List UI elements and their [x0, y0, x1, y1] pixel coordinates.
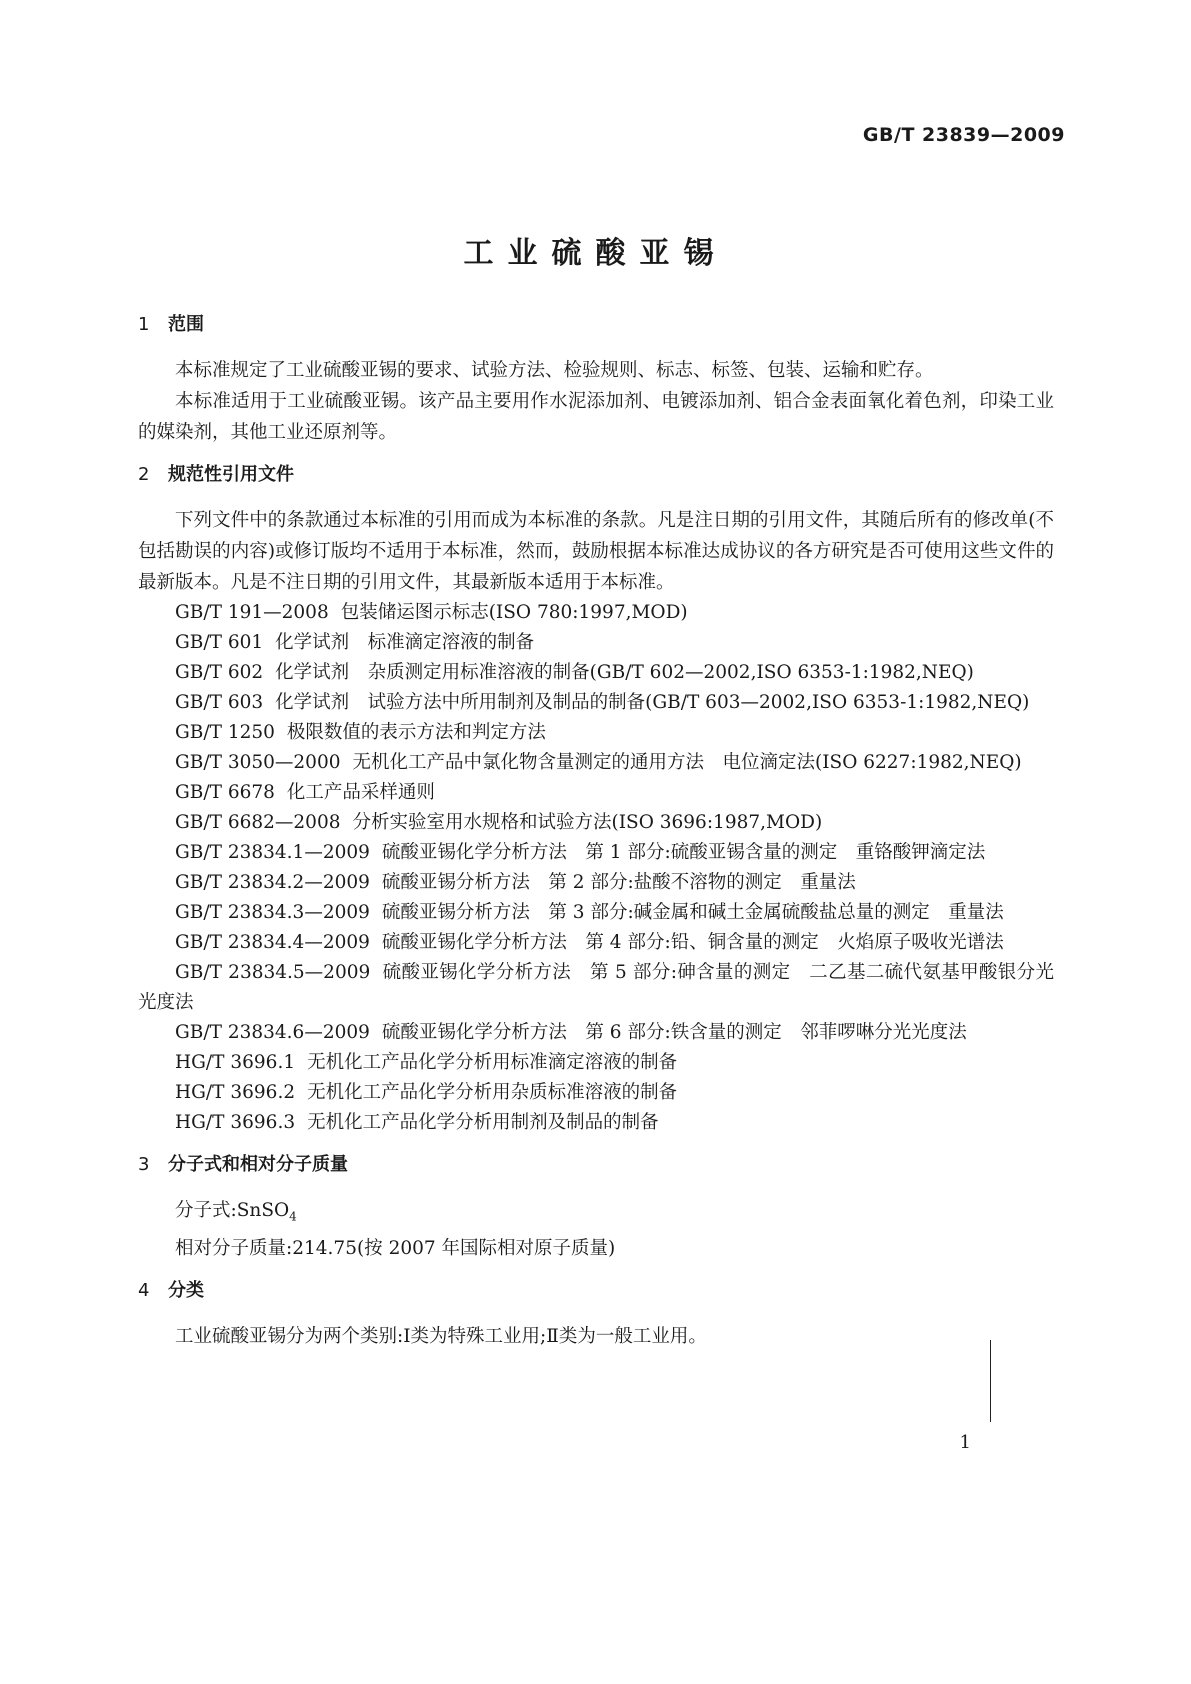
section-number: 1	[138, 314, 150, 335]
section-4-body	[138, 1321, 1054, 1352]
reference-item	[138, 628, 1054, 658]
reference-title: 无机化工产品中氯化物含量测定的通用方法 电位滴定法(ISO 6227:1982,NEQ)	[352, 752, 1022, 773]
reference-title: 硫酸亚锡分析方法 第 2 部分:盐酸不溶物的测定 重量法	[381, 872, 856, 893]
section-number: 3	[138, 1154, 150, 1175]
reference-code: GB/T 23834.6—2009	[175, 1022, 370, 1043]
reference-title: 分析实验室用水规格和试验方法(ISO 3696:1987,MOD)	[352, 812, 823, 833]
reference-code: GB/T 191—2008	[175, 602, 329, 623]
section-number: 4	[138, 1279, 150, 1301]
formula-label: 分子式:	[175, 1200, 237, 1221]
reference-title: 硫酸亚锡化学分析方法 第 1 部分:硫酸亚锡含量的测定 重铬酸钾滴定法	[381, 842, 986, 863]
section-title: 分子式和相对分子质量	[168, 1154, 348, 1175]
reference-list	[138, 598, 1054, 1138]
reference-code: GB/T 601	[175, 632, 264, 653]
reference-code: GB/T 23834.2—2009	[175, 872, 370, 893]
reference-title: 硫酸亚锡化学分析方法 第 6 部分:铁含量的测定 邻菲啰啉分光光度法	[381, 1022, 967, 1043]
reference-title: 无机化工产品化学分析用杂质标准溶液的制备	[307, 1082, 678, 1103]
paragraph: 本标准适用于工业硫酸亚锡。该产品主要用作水泥添加剂、电镀添加剂、铝合金表面氧化着色剂，印染工业的媒染剂，其他工业还原剂等。	[138, 391, 1054, 443]
reference-title: 包装储运图示标志(ISO 780:1997,MOD)	[340, 602, 688, 623]
reference-code: GB/T 603	[175, 692, 264, 713]
reference-title: 无机化工产品化学分析用标准滴定溶液的制备	[307, 1052, 678, 1073]
document-title: 工业硫酸亚锡	[463, 236, 728, 271]
section-3-body	[138, 1195, 1054, 1264]
section-2-heading	[138, 462, 1054, 488]
reference-item	[138, 1108, 1054, 1138]
reference-item	[138, 808, 1054, 838]
section-4-heading	[138, 1278, 1054, 1304]
reference-code: HG/T 3696.1	[175, 1052, 296, 1073]
reference-item	[138, 868, 1054, 898]
reference-item	[138, 598, 1054, 628]
page-number: 1	[959, 1432, 971, 1453]
reference-item	[138, 748, 1054, 778]
reference-title: 无机化工产品化学分析用制剂及制品的制备	[307, 1112, 659, 1133]
reference-item	[138, 838, 1054, 868]
reference-item	[138, 688, 1054, 718]
paragraph: 本标准规定了工业硫酸亚锡的要求、试验方法、检验规则、标志、标签、包装、运输和贮存。	[175, 360, 934, 381]
reference-item	[138, 898, 1054, 928]
standard-code: GB/T 23839—2009	[862, 124, 1065, 146]
section-1-heading	[138, 312, 1054, 338]
reference-code: HG/T 3696.3	[175, 1112, 296, 1133]
section-title: 规范性引用文件	[168, 464, 294, 485]
reference-title: 化学试剂 杂质测定用标准溶液的制备(GB/T 602—2002,ISO 6353-1:1982,NEQ)	[275, 662, 974, 683]
reference-code: GB/T 23834.5—2009	[175, 962, 371, 983]
margin-change-bar	[990, 1340, 991, 1422]
section-title: 分类	[168, 1279, 204, 1301]
reference-title: 硫酸亚锡化学分析方法 第 5 部分:砷含量的测定 二乙基二硫代氨基甲酸银分光光度法	[138, 962, 1054, 1013]
formula-main: SnSO	[236, 1200, 290, 1221]
molecular-mass: 相对分子质量:214.75(按 2007 年国际相对原子质量)	[175, 1237, 616, 1259]
reference-title: 硫酸亚锡分析方法 第 3 部分:碱金属和碱土金属硫酸盐总量的测定 重量法	[381, 902, 1004, 923]
section-2-body	[138, 505, 1054, 1138]
reference-code: GB/T 23834.4—2009	[175, 932, 370, 953]
reference-item	[138, 658, 1054, 688]
section-3-heading	[138, 1152, 1054, 1178]
reference-code: GB/T 1250	[175, 722, 275, 743]
paragraph: 下列文件中的条款通过本标准的引用而成为本标准的条款。凡是注日期的引用文件，其随后所有的修改单(不包括勘误的内容)或修订版均不适用于本标准，然而，鼓励根据本标准达成协议的各方研究是否可使用这些文件的最新版本。凡是不注日期的引用文件，其最新版本适用于本标准。	[138, 510, 1054, 593]
document-body	[138, 312, 1054, 1352]
section-title: 范围	[168, 314, 204, 335]
reference-item	[138, 958, 1054, 1018]
section-1-body	[138, 355, 1054, 448]
reference-item	[138, 1078, 1054, 1108]
reference-code: GB/T 602	[175, 662, 264, 683]
reference-title: 化学试剂 试验方法中所用制剂及制品的制备(GB/T 603—2002,ISO 6353-1:1982,NEQ)	[275, 692, 1030, 713]
reference-item	[138, 1048, 1054, 1078]
reference-title: 极限数值的表示方法和判定方法	[286, 722, 546, 743]
reference-code: GB/T 6682—2008	[175, 812, 341, 833]
paragraph: 工业硫酸亚锡分为两个类别:Ⅰ类为特殊工业用;Ⅱ类为一般工业用。	[175, 1325, 707, 1347]
reference-title: 化学试剂 标准滴定溶液的制备	[275, 632, 535, 653]
reference-code: GB/T 6678	[175, 782, 275, 803]
reference-code: GB/T 23834.3—2009	[175, 902, 370, 923]
reference-code: GB/T 23834.1—2009	[175, 842, 370, 863]
molecular-formula	[138, 1195, 1054, 1233]
reference-item	[138, 718, 1054, 748]
reference-code: GB/T 3050—2000	[175, 752, 341, 773]
reference-title: 硫酸亚锡化学分析方法 第 4 部分:铅、铜含量的测定 火焰原子吸收光谱法	[381, 932, 1004, 953]
reference-item	[138, 778, 1054, 808]
formula-subscript: 4	[289, 1209, 297, 1224]
reference-code: HG/T 3696.2	[175, 1082, 296, 1103]
reference-item	[138, 1018, 1054, 1048]
reference-item	[138, 928, 1054, 958]
reference-title: 化工产品采样通则	[286, 782, 435, 803]
section-number: 2	[138, 464, 150, 485]
